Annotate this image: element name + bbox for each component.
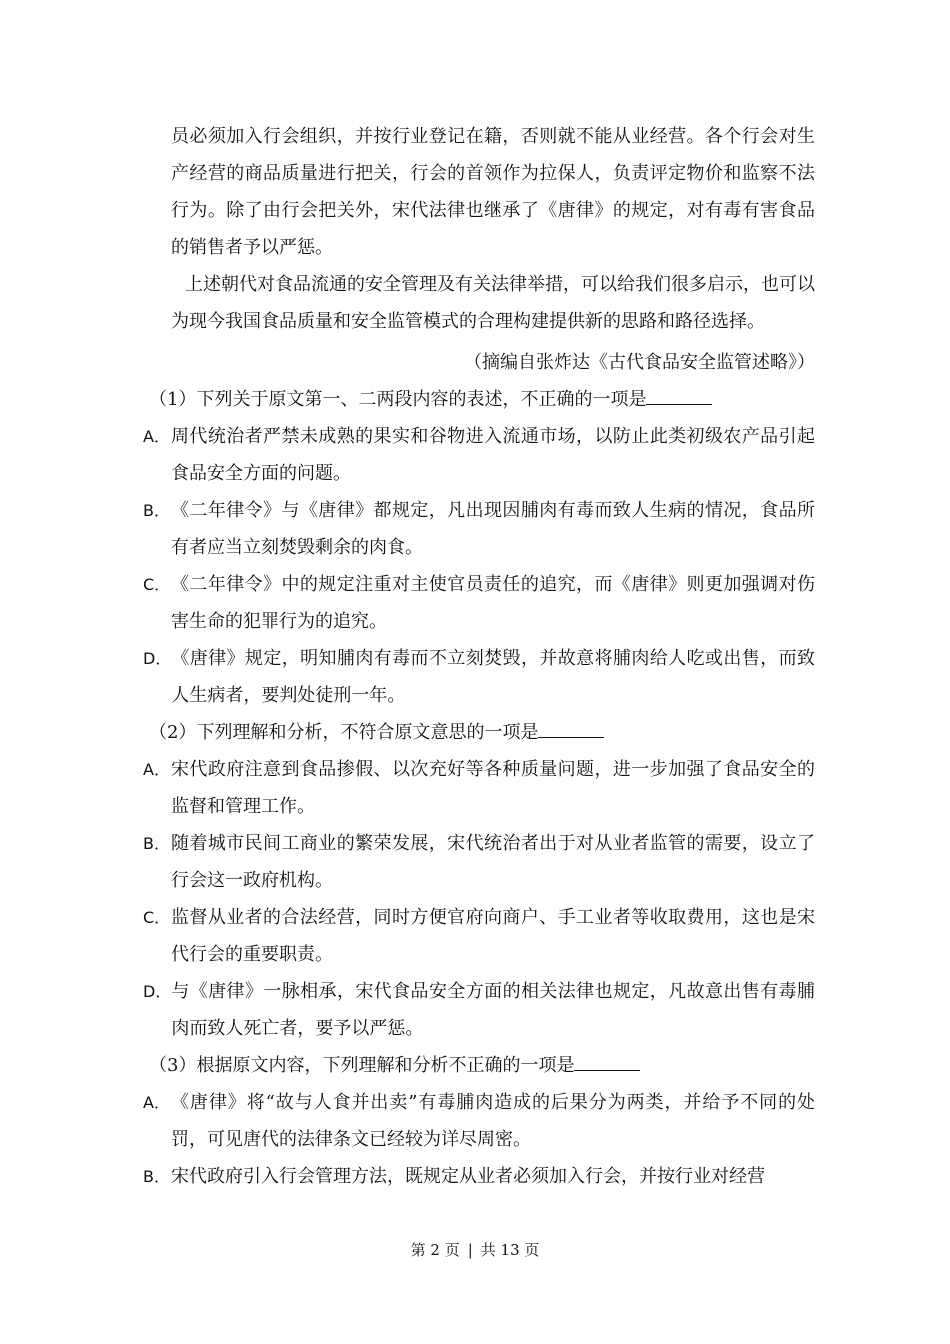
option-text: 《二年律令》中的规定注重对主使官员责任的追究，而《唐律》则更加强调对伤害生命的犯罪行为的追究。 — [171, 574, 815, 632]
answer-blank[interactable] — [538, 719, 604, 738]
option-letter: B． — [143, 1167, 170, 1186]
question-2-stem — [143, 714, 815, 751]
question-3-option-b — [143, 1158, 815, 1195]
page-number: 第 2 页 — [410, 1241, 460, 1259]
footer-separator: | — [467, 1241, 473, 1259]
page-content — [143, 118, 815, 1195]
source-citation: （摘编自张炸达《古代食品安全监管述略》） — [464, 352, 815, 373]
option-letter: B． — [143, 834, 170, 853]
option-letter: C． — [143, 575, 171, 594]
question-2-option-b — [143, 825, 815, 899]
option-text: 《二年律令》与《唐律》都规定，凡出现因脯肉有毒而致人生病的情况，食品所有者应当立刻焚毁剩余的肉食。 — [171, 500, 815, 558]
paragraph-conclusion: 上述朝代对食品流通的安全管理及有关法律举措，可以给我们很多启示，也可以为现今我国食品质量和安全监管模式的合理构建提供新的思路和路径选择。 — [171, 274, 815, 332]
question-stem-text: （3）根据原文内容，下列理解和分析不正确的一项是 — [149, 1055, 575, 1076]
paragraph-continued: 员必须加入行会组织，并按行业登记在籍，否则就不能从业经营。各个行会对生产经营的商品质量进行把关，行会的首领作为拉保人，负责评定物价和监察不法行为。除了由行会把关外，宋代法律也继承了《唐律》的规定，对有毒有害食品的销售者予以严惩。 — [171, 126, 815, 258]
question-2-option-a — [143, 751, 815, 825]
option-text: 宋代政府注意到食品掺假、以次充好等各种质量问题，进一步加强了食品安全的监督和管理工作。 — [171, 759, 815, 817]
question-2-option-c — [143, 899, 815, 973]
question-1-stem — [143, 381, 815, 418]
option-text: 随着城市民间工商业的繁荣发展，宋代统治者出于对从业者监管的需要，设立了行会这一政府机构。 — [171, 833, 815, 891]
question-1-option-a — [143, 418, 815, 492]
option-letter: A． — [143, 1093, 170, 1112]
option-letter: D． — [143, 649, 172, 668]
option-text: 监督从业者的合法经营，同时方便官府向商户、手工业者等收取费用，这也是宋代行会的重要职责。 — [171, 907, 815, 965]
option-text: 周代统治者严禁未成熟的果实和谷物进入流通市场，以防止此类初级农产品引起食品安全方面的问题。 — [171, 426, 815, 484]
option-letter: A． — [143, 427, 170, 446]
question-3-stem — [143, 1047, 815, 1084]
page-total: 共 13 页 — [480, 1241, 540, 1259]
option-text: 《唐律》将“故与人食并出卖”有毒脯肉造成的后果分为两类，并给予不同的处罚，可见唐代的法律条文已经较为详尽周密。 — [171, 1092, 815, 1150]
option-letter: D． — [143, 982, 172, 1001]
answer-blank[interactable] — [646, 386, 712, 405]
option-text: 宋代政府引入行会管理方法，既规定从业者必须加入行会，并按行业对经营 — [171, 1166, 765, 1187]
option-text: 与《唐律》一脉相承，宋代食品安全方面的相关法律也规定，凡故意出售有毒脯肉而致人死亡者，要予以严惩。 — [171, 981, 815, 1039]
question-1-option-b — [143, 492, 815, 566]
question-stem-text: （1）下列关于原文第一、二两段内容的表述，不正确的一项是 — [149, 389, 647, 410]
question-3-option-a — [143, 1084, 815, 1158]
question-2-option-d — [143, 973, 815, 1047]
question-1-option-d — [143, 640, 815, 714]
question-stem-text: （2）下列理解和分析，不符合原文意思的一项是 — [149, 722, 539, 743]
question-1-option-c — [143, 566, 815, 640]
option-letter: A． — [143, 760, 170, 779]
option-letter: B． — [143, 501, 170, 520]
page-footer — [0, 1240, 950, 1260]
option-text: 《唐律》规定，明知脯肉有毒而不立刻焚毁，并故意将脯肉给人吃或出售，而致人生病者，要判处徒刑一年。 — [171, 648, 815, 706]
answer-blank[interactable] — [574, 1052, 640, 1071]
option-letter: C． — [143, 908, 171, 927]
